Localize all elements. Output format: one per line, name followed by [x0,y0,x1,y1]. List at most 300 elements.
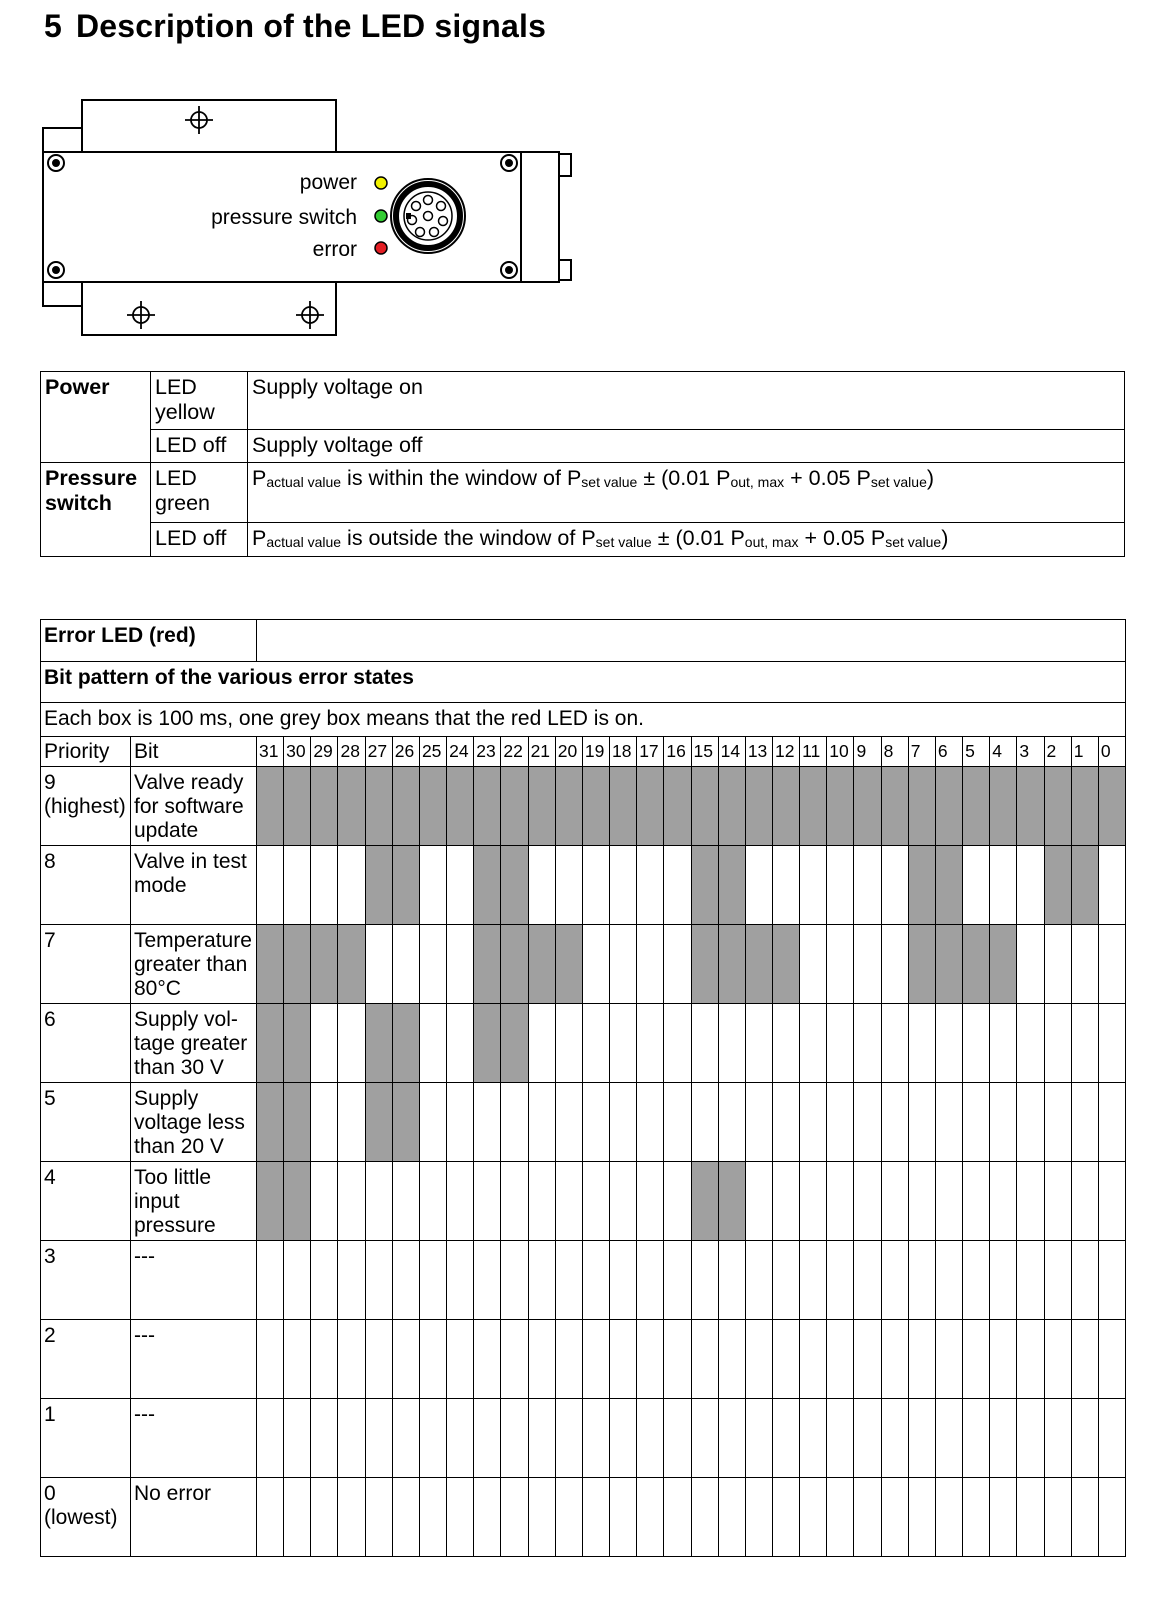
bit-box-off [338,1004,365,1083]
bit-box-off [1017,1478,1044,1557]
bit-box-on [691,1162,718,1241]
bit-box-off [990,1241,1017,1320]
power-off-state: LED off [151,430,248,463]
table-row [41,463,1125,523]
bit-box-on [501,925,528,1004]
bit-box-off [257,1320,284,1399]
bit-box-on [582,767,609,846]
bit-box-on [691,925,718,1004]
bit-number-header: 23 [474,737,501,767]
bit-box-off [1098,1241,1125,1320]
bit-box-off [338,1162,365,1241]
bit-box-off [528,1162,555,1241]
bit-box-off [582,1004,609,1083]
bit-box-off [691,1320,718,1399]
bit-box-off [718,1241,745,1320]
bit-box-off [1044,925,1071,1004]
bit-box-on [257,767,284,846]
bit-box-on [908,925,935,1004]
bit-box-off [637,1320,664,1399]
bit-box-off [284,1241,311,1320]
bit-box-off [447,1004,474,1083]
pressure-switch-on-meaning: $P_{actual value}$ is within the window of $P_{set value} \pm (0.01$ $P_{out, max} + 0.05$ $P_{set value}$) [248,463,1125,523]
error-description-cell: --- [131,1320,257,1399]
bit-box-off [528,1241,555,1320]
bit-box-off [691,1004,718,1083]
bit-box-off [610,1162,637,1241]
bit-box-off [555,1399,582,1478]
bit-box-off [474,1478,501,1557]
pressure-switch-off-meaning: $P_{actual value}$ is outside the window of $P_{set value} \pm (0.01$ $P_{out, max} + 0.05$ $P_{set value}$) [248,523,1125,557]
bit-box-on [800,767,827,846]
bit-box-off [419,1083,446,1162]
bit-box-off [1098,1162,1125,1241]
bit-box-off [338,1399,365,1478]
bit-box-off [257,1241,284,1320]
power-on-meaning: Supply voltage on [248,372,1125,430]
bit-box-off [555,846,582,925]
bit-box-off [1017,1399,1044,1478]
bit-box-off [935,1478,962,1557]
bit-box-off [854,1399,881,1478]
bit-number-header: 8 [881,737,908,767]
bit-box-off [854,1478,881,1557]
bit-box-off [338,1478,365,1557]
bit-box-off [447,925,474,1004]
bit-number-header: 18 [610,737,637,767]
bit-box-on [827,767,854,846]
bit-box-on [854,767,881,846]
bit-box-off [582,1162,609,1241]
bit-box-off [745,1083,772,1162]
bit-box-on [772,767,799,846]
bit-box-off [365,1399,392,1478]
bit-box-off [745,1478,772,1557]
bit-box-off [1098,1320,1125,1399]
bit-box-on [257,1083,284,1162]
bit-box-off [582,1399,609,1478]
bit-box-off [1098,925,1125,1004]
pressure-switch-off-state: LED off [151,523,248,557]
bit-box-off [501,1478,528,1557]
bit-box-on [691,846,718,925]
bit-box-off [935,1320,962,1399]
bit-box-off [637,925,664,1004]
bit-box-off [528,1399,555,1478]
bit-box-off [365,1320,392,1399]
bit-box-off [772,1004,799,1083]
bit-box-off [311,1241,338,1320]
bit-box-off [257,1399,284,1478]
bit-box-off [555,1320,582,1399]
bit-box-off [745,1162,772,1241]
bit-box-off [555,1004,582,1083]
bit-box-off [419,846,446,925]
bit-number-header: 27 [365,737,392,767]
bit-box-off [881,1478,908,1557]
bit-box-off [392,1320,419,1399]
bit-box-off [881,925,908,1004]
bit-box-on [338,767,365,846]
bit-box-off [800,846,827,925]
bit-box-off [555,1478,582,1557]
bit-box-off [772,1320,799,1399]
bit-box-off [854,925,881,1004]
bit-box-off [664,846,691,925]
priority-cell: 4 [41,1162,131,1241]
error-description-cell: Supply voltage less than 20 V [131,1083,257,1162]
bit-box-off [610,1241,637,1320]
priority-cell: 6 [41,1004,131,1083]
bit-box-off [447,1083,474,1162]
bit-number-header: 24 [447,737,474,767]
bit-box-off [1017,1083,1044,1162]
bit-box-off [718,1320,745,1399]
bit-box-off [447,846,474,925]
bit-box-off [935,1083,962,1162]
bit-box-off [311,1399,338,1478]
bit-box-off [854,846,881,925]
bit-box-off [800,1399,827,1478]
bit-number-header: 21 [528,737,555,767]
bit-box-off [419,1004,446,1083]
priority-cell: 0 (lowest) [41,1478,131,1557]
bit-box-off [772,1478,799,1557]
bit-box-on [963,767,990,846]
bit-box-off [257,1478,284,1557]
bit-box-off [664,1399,691,1478]
bit-box-off [311,1083,338,1162]
error-table-note: Each box is 100 ms, one grey box means that the red LED is on. [41,703,1126,737]
bit-box-off [1044,1004,1071,1083]
bit-box-off [1017,1162,1044,1241]
bit-box-off [664,1320,691,1399]
bit-box-on [772,925,799,1004]
bit-box-off [881,1399,908,1478]
bit-box-off [419,1399,446,1478]
pressure-switch-group-label: Pressure switch [41,463,151,557]
bit-box-on [718,846,745,925]
bit-box-on [908,767,935,846]
bit-box-off [772,1399,799,1478]
bit-box-off [610,1083,637,1162]
bit-box-off [338,846,365,925]
bit-box-on [447,767,474,846]
error-description-cell: --- [131,1241,257,1320]
bit-number-header: 29 [311,737,338,767]
bit-box-on [365,1083,392,1162]
device-diagram [40,96,580,346]
bit-box-off [1071,1004,1098,1083]
bit-box-off [664,1083,691,1162]
bit-box-off [610,1320,637,1399]
bit-box-off [827,846,854,925]
table-row [41,1004,1126,1083]
bit-box-off [854,1241,881,1320]
error-description-cell: Temperature greater than 80°C [131,925,257,1004]
bit-box-off [392,1241,419,1320]
bit-box-on [637,767,664,846]
bit-box-off [1098,1399,1125,1478]
priority-cell: 5 [41,1083,131,1162]
bit-box-off [908,1162,935,1241]
crosshair-icon [185,106,213,134]
bit-box-off [881,1320,908,1399]
table-row [41,1320,1126,1399]
bit-box-off [1071,925,1098,1004]
bit-box-off [745,1399,772,1478]
bit-box-off [1017,1320,1044,1399]
crosshair-icon [127,301,155,329]
bit-box-off [800,1083,827,1162]
bit-box-off [1017,925,1044,1004]
bit-box-on [610,767,637,846]
bit-box-on [365,846,392,925]
bit-box-off [474,1083,501,1162]
bit-box-off [1098,1478,1125,1557]
bit-box-on [338,925,365,1004]
bit-box-off [1071,1241,1098,1320]
bit-box-off [284,846,311,925]
table-row [41,372,1125,430]
pressure-switch-on-state: LED green [151,463,248,523]
bit-box-off [528,1320,555,1399]
bit-box-off [854,1320,881,1399]
bit-box-off [582,846,609,925]
priority-cell: 8 [41,846,131,925]
bit-box-off [691,1399,718,1478]
bit-box-off [474,1399,501,1478]
bit-number-header: 25 [419,737,446,767]
bit-box-on [257,1004,284,1083]
bit-box-off [827,1241,854,1320]
bit-box-off [610,1004,637,1083]
bit-box-off [1044,1083,1071,1162]
bit-box-off [528,1083,555,1162]
bit-box-off [637,1399,664,1478]
bit-box-off [745,846,772,925]
bit-box-off [1071,1399,1098,1478]
table-row [41,1162,1126,1241]
bit-box-on [284,767,311,846]
bit-box-off [637,1478,664,1557]
error-led-title: Error LED (red) [41,620,257,662]
bit-box-on [990,767,1017,846]
bit-box-off [827,1083,854,1162]
bit-number-header: 14 [718,737,745,767]
bit-box-off [963,1478,990,1557]
bit-box-off [718,1478,745,1557]
bit-box-off [474,1320,501,1399]
bit-box-off [827,1399,854,1478]
bit-box-off [392,925,419,1004]
bit-box-on [392,767,419,846]
title-spacer-cell [257,620,1126,662]
bit-number-header: 10 [827,737,854,767]
table-row [41,1083,1126,1162]
error-description-cell: No error [131,1478,257,1557]
bit-box-off [990,1162,1017,1241]
table-header-row [41,737,1126,767]
bit-box-off [392,1399,419,1478]
bit-box-off [772,1162,799,1241]
bit-box-on [908,846,935,925]
bit-box-on [284,1083,311,1162]
table-row [41,1399,1126,1478]
bit-box-off [800,1162,827,1241]
bit-number-header: 13 [745,737,772,767]
bit-box-off [501,1162,528,1241]
bit-box-off [1017,1241,1044,1320]
bit-box-off [881,1083,908,1162]
bit-box-off [284,1399,311,1478]
error-led-icon [375,242,387,254]
bit-box-off [365,925,392,1004]
bit-box-off [800,1320,827,1399]
bit-box-on [284,1004,311,1083]
bit-number-header: 12 [772,737,799,767]
section-title: Description of the LED signals [76,8,547,44]
bit-box-off [908,1478,935,1557]
bit-box-on [284,1162,311,1241]
bit-box-off [1071,1083,1098,1162]
bit-box-off [718,1399,745,1478]
bit-box-off [392,1478,419,1557]
bit-box-off [827,1320,854,1399]
bit-box-off [1098,1083,1125,1162]
bit-box-off [338,1241,365,1320]
bit-box-on [745,767,772,846]
bit-box-off [772,1083,799,1162]
bit-box-on [365,767,392,846]
bit-box-off [257,846,284,925]
error-led-label: error [312,238,357,261]
bit-box-off [990,1320,1017,1399]
bit-box-off [800,1478,827,1557]
bit-box-off [555,1083,582,1162]
device-drawing [40,96,580,341]
bit-number-header: 26 [392,737,419,767]
bit-box-off [963,1320,990,1399]
error-description-cell: Valve ready for software update [131,767,257,846]
bit-box-off [1017,1004,1044,1083]
bit-number-header: 17 [637,737,664,767]
crosshair-icon [296,301,324,329]
bit-box-off [827,1162,854,1241]
bit-box-off [1044,1478,1071,1557]
bit-box-on [555,925,582,1004]
bit-box-off [800,925,827,1004]
bit-box-on [718,1162,745,1241]
bit-box-on [284,925,311,1004]
bit-box-on [257,925,284,1004]
bit-box-off [935,1162,962,1241]
bit-box-off [528,846,555,925]
table-row [41,1241,1126,1320]
section-number: 5 [44,8,62,44]
bit-box-off [610,925,637,1004]
bit-box-off [691,1478,718,1557]
bit-box-off [419,1320,446,1399]
bit-box-off [963,1083,990,1162]
bit-number-header: 20 [555,737,582,767]
bit-box-off [691,1083,718,1162]
bit-box-off [664,925,691,1004]
bit-box-on [664,767,691,846]
bit-box-off [1044,1162,1071,1241]
bit-box-off [664,1478,691,1557]
bit-box-off [990,846,1017,925]
bit-box-off [935,1004,962,1083]
bit-box-off [637,846,664,925]
bit-box-on [718,925,745,1004]
bit-box-off [447,1241,474,1320]
bit-box-off [1044,1241,1071,1320]
bit-box-on [392,1083,419,1162]
table-row [41,523,1125,557]
bit-box-off [854,1083,881,1162]
bit-box-off [881,846,908,925]
bit-box-off [447,1162,474,1241]
bit-box-off [392,1162,419,1241]
bit-box-on [1044,846,1071,925]
bit-box-off [1017,846,1044,925]
bit-box-on [392,1004,419,1083]
error-table-subtitle: Bit pattern of the various error states [41,662,1126,703]
table-row [41,620,1126,662]
bit-box-off [664,1241,691,1320]
bit-box-off [990,1478,1017,1557]
bit-box-off [881,1004,908,1083]
bit-box-off [528,1004,555,1083]
bit-box-off [501,1320,528,1399]
bit-box-off [800,1241,827,1320]
bit-box-off [311,846,338,925]
error-led-table [40,619,1126,1557]
bit-box-on [501,846,528,925]
priority-cell: 1 [41,1399,131,1478]
bit-box-off [637,1162,664,1241]
table-row [41,925,1126,1004]
bit-box-on [501,767,528,846]
priority-cell: 7 [41,925,131,1004]
bit-number-header: 6 [935,737,962,767]
bit-box-off [963,1399,990,1478]
bit-box-off [664,1004,691,1083]
bit-column-header: Bit [131,737,257,767]
bit-box-on [257,1162,284,1241]
bit-box-on [528,925,555,1004]
bit-box-off [447,1478,474,1557]
bit-box-off [501,1399,528,1478]
bit-box-off [637,1083,664,1162]
power-led-label: power [299,171,357,194]
bit-number-header: 2 [1044,737,1071,767]
bit-number-header: 0 [1098,737,1125,767]
bit-box-off [854,1004,881,1083]
bit-box-on [311,925,338,1004]
bit-box-off [772,846,799,925]
bit-box-off [637,1241,664,1320]
bit-box-on [555,767,582,846]
bit-box-off [582,1083,609,1162]
bit-box-off [555,1241,582,1320]
bit-box-off [963,846,990,925]
bit-box-on [365,1004,392,1083]
bit-box-on [474,1004,501,1083]
bit-number-header: 30 [284,737,311,767]
bit-box-off [447,1399,474,1478]
